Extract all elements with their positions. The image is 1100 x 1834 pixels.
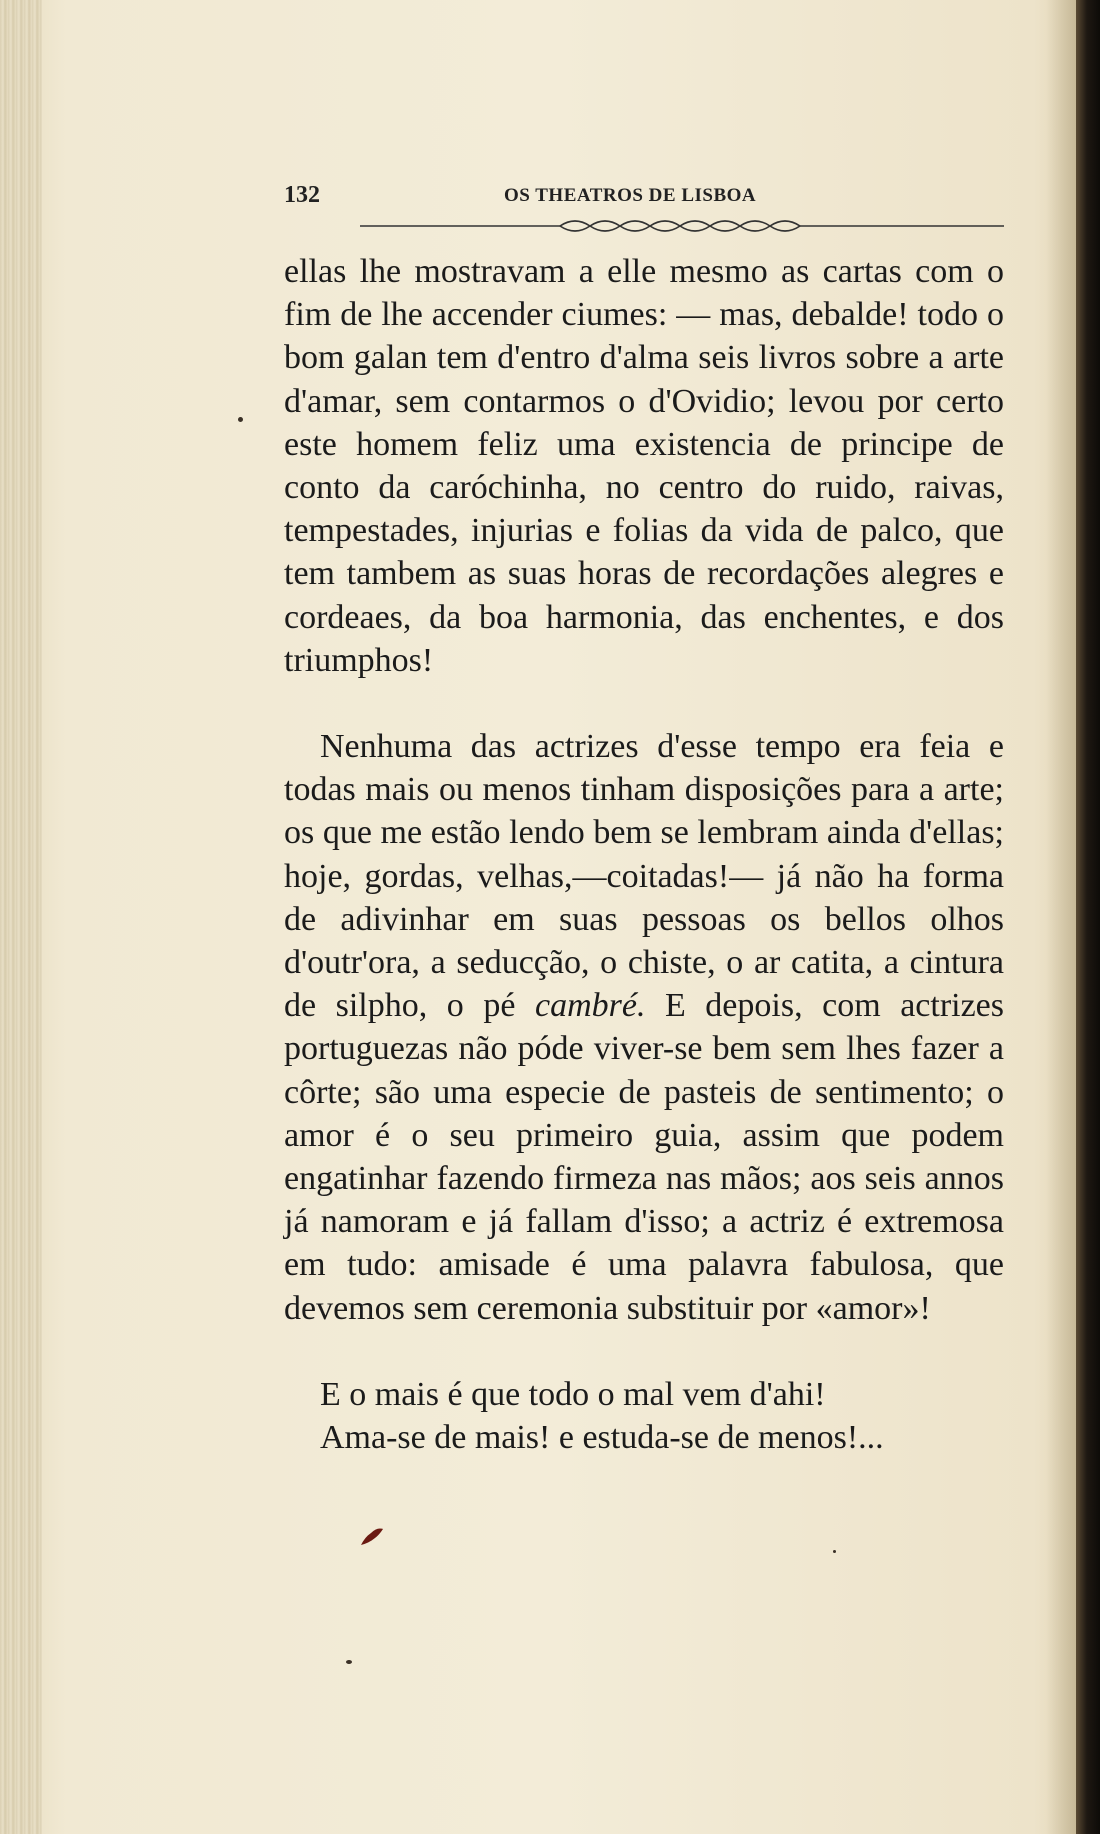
- paragraph-2-text-a: Nenhuma das actrizes d'esse tempo era feia e todas mais ou menos tinham disposições para a arte; os que me estão lendo bem se lembram ainda d'ellas; hoje, gordas, velhas,—coitadas!— já não ha forma de adivinhar em suas pessoas os bellos olhos d'outr'ora, a seducção, o chiste, o ar catita, a cintura de silpho, o pé: [284, 728, 1004, 1025]
- ink-blot: [359, 1525, 385, 1547]
- book-binding-edge: [1076, 0, 1100, 1834]
- page-number: 132: [284, 182, 320, 208]
- paper-speck: [238, 417, 243, 422]
- paper-speck: [833, 1550, 836, 1553]
- page-stack-edge: [0, 0, 42, 1834]
- running-title: OS THEATROS DE LISBOA: [504, 185, 757, 206]
- body-text: [284, 250, 1004, 1459]
- gutter-shadow: [1046, 0, 1076, 1834]
- closing-line-1: E o mais é que todo o mal vem d'ahi!: [320, 1375, 826, 1413]
- paragraph-2-text-b: E depois, com actrizes portuguezas não póde viver-se bem sem lhes fazer a côrte; são uma especie de pasteis de sentimento; o amor é o seu primeiro guia, assim que podem engatinhar fazendo firmeza nas mãos; aos seis annos já namoram e já fallam d'isso; a actriz é extremosa em tudo: amisade é uma palavra fabulosa, que devemos sem ceremonia substituir por «amor»!: [284, 987, 1005, 1327]
- paragraph-2: [284, 725, 1004, 1330]
- closing-line-2: Ama-se de mais! e estuda-se de menos!...: [320, 1419, 884, 1457]
- running-header: [284, 182, 1004, 212]
- paper-speck: [346, 1660, 352, 1664]
- ornamental-rule: [360, 216, 1004, 236]
- paragraph-1: ellas lhe mostravam a elle mesmo as cartas com o fim de lhe accender ciumes: — mas, debalde! todo o bom galan tem d'entro d'alma seis livros sobre a arte d'amar, sem contarmos o d'Ovidio; levou por certo este homem feliz uma existencia de principe de conto da caróchinha, no centro do ruido, raivas, tempestades, injurias e folias da vida de palco, que tem tambem as suas horas de recordações alegres e cordeaes, da boa harmonia, das enchentes, e dos triumphos!: [284, 253, 1004, 679]
- italic-word: cambré.: [534, 987, 646, 1025]
